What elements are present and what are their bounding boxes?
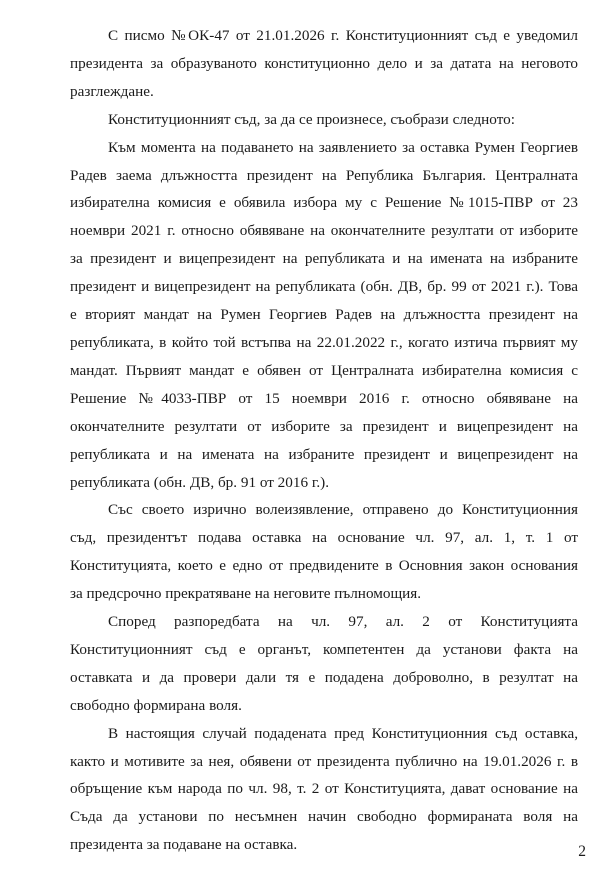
text-line: свободно формирана воля. bbox=[70, 696, 242, 714]
text-line: разглеждане. bbox=[70, 82, 154, 100]
text-line: както и мотивите за нея, обявени от президента публично на 19.01.2026 г. в bbox=[70, 752, 578, 770]
text-line: обръщение към народа по чл. 98, т. 2 от Конституцията, дават основание на bbox=[70, 780, 578, 798]
text-line: В настоящия случай подадената пред Конституционния съд оставка, bbox=[108, 724, 578, 742]
text-line: Съда да установи по несъмнен начин свободно формираната воля на bbox=[70, 808, 578, 826]
text-line: избирателна комисия е обявила избора му с Решение №1015-ПВР от 23 bbox=[70, 194, 578, 212]
paragraph-resignation-grounds bbox=[70, 496, 578, 608]
text-line: президента за подаване на оставка. bbox=[70, 836, 298, 854]
text-line: С писмо №ОК-47 от 21.01.2026 г. Конституционният съд е уведомил bbox=[108, 27, 578, 44]
text-line: за президент и вицепрезидент на републиката и на имената на избраните bbox=[70, 250, 578, 268]
text-line: е вторият мандат на Румен Георгиев Радев на длъжността президент на bbox=[70, 306, 578, 324]
text-line: президент и вицепрезидент на републиката (обн. ДВ, бр. 99 от 2021 г.). Това bbox=[70, 278, 578, 296]
text-line: Конституцията, което е едно от предвидените в Основния закон основания bbox=[70, 557, 578, 575]
text-line: ноември 2021 г. относно обявяване на окончателните резултати от изборите bbox=[70, 222, 578, 240]
text-line: републиката (обн. ДВ, бр. 91 от 2016 г.). bbox=[70, 473, 330, 491]
document-content bbox=[70, 22, 578, 859]
text-line: окончателните резултати от изборите за президент и вицепрезидент на bbox=[70, 417, 578, 435]
text-line: мандат. Първият мандат е обявен от Централната избирателна комисия с bbox=[70, 361, 578, 379]
text-line: Със своето изрично волеизявление, отправено до Конституционния bbox=[108, 501, 578, 519]
text-line: Към момента на подаването на заявлението за оставка Румен Георгиев bbox=[108, 138, 578, 156]
text-line: Решение №4033-ПВР от 15 ноември 2016 г. относно обявяване на bbox=[70, 389, 578, 407]
text-line: президента за образуваното конституционно дело и за датата на неговото bbox=[70, 54, 578, 72]
text-line: Според разпоредбата на чл. 97, ал. 2 от Конституцията bbox=[108, 613, 578, 631]
paragraph-present-case bbox=[70, 720, 578, 860]
text-line: Конституционният съд, за да се произнесе, съобрази следното: bbox=[108, 110, 515, 128]
text-line: Конституционният съд е органът, компетентен да установи факта на bbox=[70, 640, 578, 658]
text-line: съд, президентът подава оставка на основание чл. 97, ал. 1, т. 1 от bbox=[70, 529, 578, 547]
page-number: 2 bbox=[578, 843, 586, 860]
text-line: оставката и да провери дали тя е подадена доброволно, в резултат на bbox=[70, 668, 578, 686]
text-line: републиката, в който той встъпва на 22.01.2022 г., когато изтича първият му bbox=[70, 333, 578, 351]
paragraph-notice-letter bbox=[70, 22, 578, 106]
paragraph-mandates-history bbox=[70, 134, 578, 497]
text-line: републиката и на имената на избраните президент и вицепрезидент на bbox=[70, 445, 578, 463]
text-line: Радев заема длъжността президент на Република България. Централната bbox=[70, 166, 578, 184]
paragraph-court-competence bbox=[70, 608, 578, 720]
text-line: за предсрочно прекратяване на неговите пълномощия. bbox=[70, 585, 422, 603]
paragraph-court-considers bbox=[70, 106, 578, 134]
